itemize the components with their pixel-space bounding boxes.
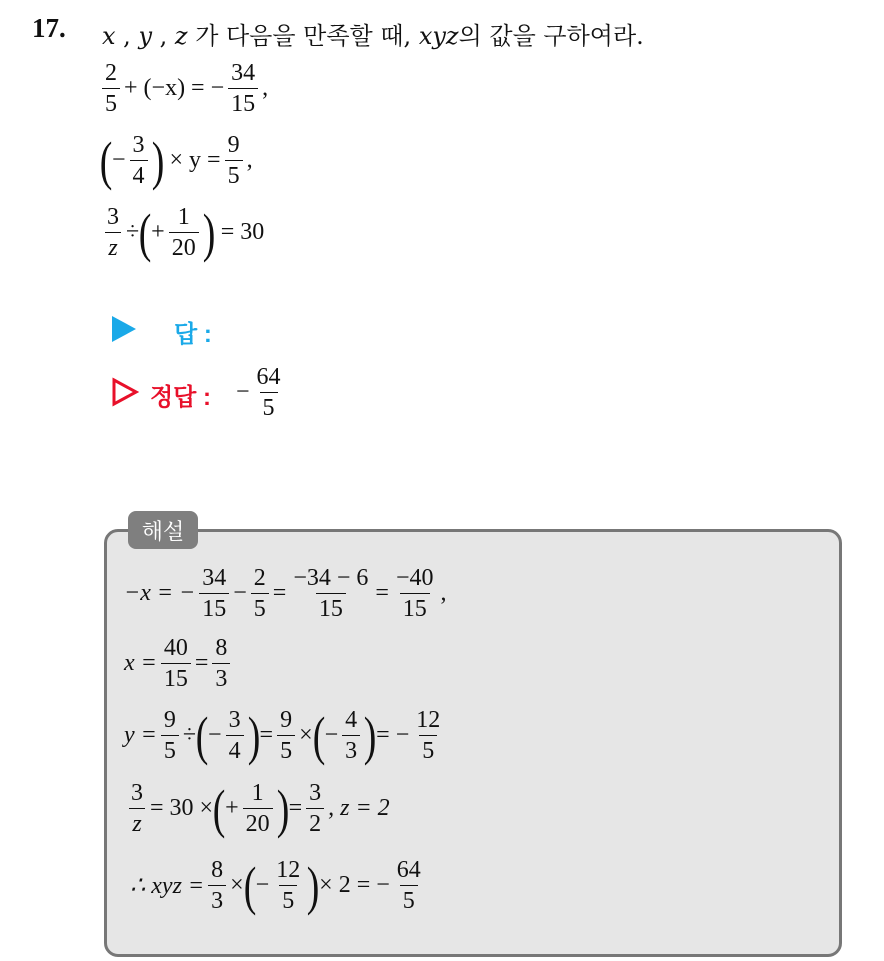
eq3-inner-sign: + [151, 219, 165, 245]
l2-frac2: $\frac{8}{3}$ [212, 633, 230, 694]
l4-eq: = [288, 795, 303, 821]
left-paren: ( [312, 705, 325, 766]
l3-eq1: = [259, 722, 274, 748]
right-paren: ) [276, 778, 289, 839]
eq2-frac2: $\frac{9}{5}$ [225, 130, 243, 191]
right-paren: ) [306, 855, 320, 916]
l1-eq1: = [272, 580, 287, 606]
eq1-frac1: $\frac{2}{5}$ [102, 58, 120, 119]
eq2-frac1: $\frac{3}{4}$ [130, 130, 148, 191]
question-text-end: 의 값을 구하여라. [458, 22, 644, 50]
l3-frac2: $\frac{3}{4}$ [226, 705, 244, 766]
l3-in2: − [324, 722, 339, 748]
l2-eq: = [194, 650, 209, 676]
l3-frac4: $\frac{4}{3}$ [342, 705, 360, 766]
solution-line-4 [124, 778, 390, 839]
l3-frac5: $\frac{12}{5}$ [416, 707, 441, 764]
solution-line-2 [124, 633, 234, 694]
answer-frac: $\frac{64}{5}$ [256, 364, 281, 421]
left-paren: ( [243, 855, 256, 916]
l2-lhs: x = [124, 650, 157, 676]
l3-op2: × [299, 722, 313, 748]
left-paren: ( [99, 130, 113, 191]
right-paren: ) [202, 202, 215, 263]
l3-frac1: $\frac{9}{5}$ [161, 705, 179, 766]
l1-frac3: $\frac{-34 - 6}{15}$ [293, 565, 369, 622]
eq2-tail: , [246, 147, 253, 173]
l4-frac2: $\frac{1}{20}$ [243, 778, 273, 839]
l5-frac1: $\frac{8}{3}$ [208, 855, 226, 916]
var-x: x [102, 22, 116, 50]
l3-op1: ÷ [182, 722, 197, 748]
right-paren: ) [247, 705, 260, 766]
solution-line-3 [124, 705, 447, 766]
left-paren: ( [212, 778, 226, 839]
eq2-inner-sign: − [111, 147, 126, 173]
left-paren: ( [138, 202, 152, 263]
play-triangle-filled-icon [112, 316, 136, 342]
l3-frac3: $\frac{9}{5}$ [277, 705, 295, 766]
l5-lhs: ∴ xyz = [130, 873, 205, 899]
l5-mid: × 2 = − [319, 872, 390, 898]
left-paren: ( [195, 705, 209, 766]
solution-title: 해설 [128, 511, 198, 549]
l1-frac1: $\frac{34}{15}$ [199, 563, 229, 624]
correct-answer-label: 정답 : [150, 384, 212, 411]
l4-frac3: $\frac{3}{2}$ [306, 778, 324, 839]
right-paren: ) [151, 130, 164, 191]
l5-frac2: $\frac{12}{5}$ [276, 857, 301, 914]
question-number: 17. [32, 13, 66, 43]
answer-label: 답 : [174, 321, 212, 348]
equation-1 [98, 58, 268, 119]
l1-lhs: −x = − [124, 580, 196, 606]
l1-tail: , [440, 580, 447, 606]
l4-tail: , z = 2 [328, 795, 390, 821]
eq3-frac2: $\frac{1}{20}$ [169, 202, 199, 263]
eq1-mid: + (−x) = − [124, 75, 225, 101]
var-z: z [174, 22, 188, 50]
eq1-frac2: $\frac{34}{15}$ [228, 58, 258, 119]
l4-frac1: $\frac{3}{z}$ [131, 780, 143, 837]
correct-answer-value [236, 362, 288, 423]
l3-in1: − [208, 722, 222, 748]
play-triangle-outline-icon [111, 377, 139, 407]
l5-op1: × [230, 872, 244, 898]
question-text-mid: 가 다음을 만족할 때, [195, 22, 412, 50]
l1-frac4: $\frac{-40}{15}$ [395, 565, 434, 622]
question-product: xyz [418, 22, 459, 50]
equation-2 [100, 130, 253, 191]
l4-mid: = 30 × [150, 795, 214, 821]
eq2-mid: × y = [169, 147, 221, 173]
eq3-tail: = 30 [220, 219, 265, 245]
eq1-tail: , [262, 75, 269, 101]
eq3-op: ÷ [126, 219, 140, 245]
l5-frac3: $\frac{64}{5}$ [396, 857, 421, 914]
equation-3 [100, 202, 264, 263]
l1-frac2: $\frac{2}{5}$ [251, 563, 269, 624]
l5-in1: − [255, 872, 270, 898]
solution-line-5 [130, 855, 428, 916]
l3-eq2: = − [376, 722, 410, 748]
question-text: x , y , z 가 다음을 만족할 때, xyz의 값을 구하여라. [102, 22, 644, 50]
l3-lhs: y = [124, 722, 157, 748]
eq3-frac1: $\frac{3}{z}$ [107, 204, 119, 261]
var-y: y [138, 22, 152, 50]
l1-op1: − [233, 580, 247, 606]
l2-frac1: $\frac{40}{15}$ [161, 633, 191, 694]
right-paren: ) [363, 705, 377, 766]
solution-line-1 [124, 563, 447, 624]
l4-in1: + [225, 795, 239, 821]
answer-sign: − [236, 379, 250, 405]
l1-eq2: = [375, 580, 389, 606]
